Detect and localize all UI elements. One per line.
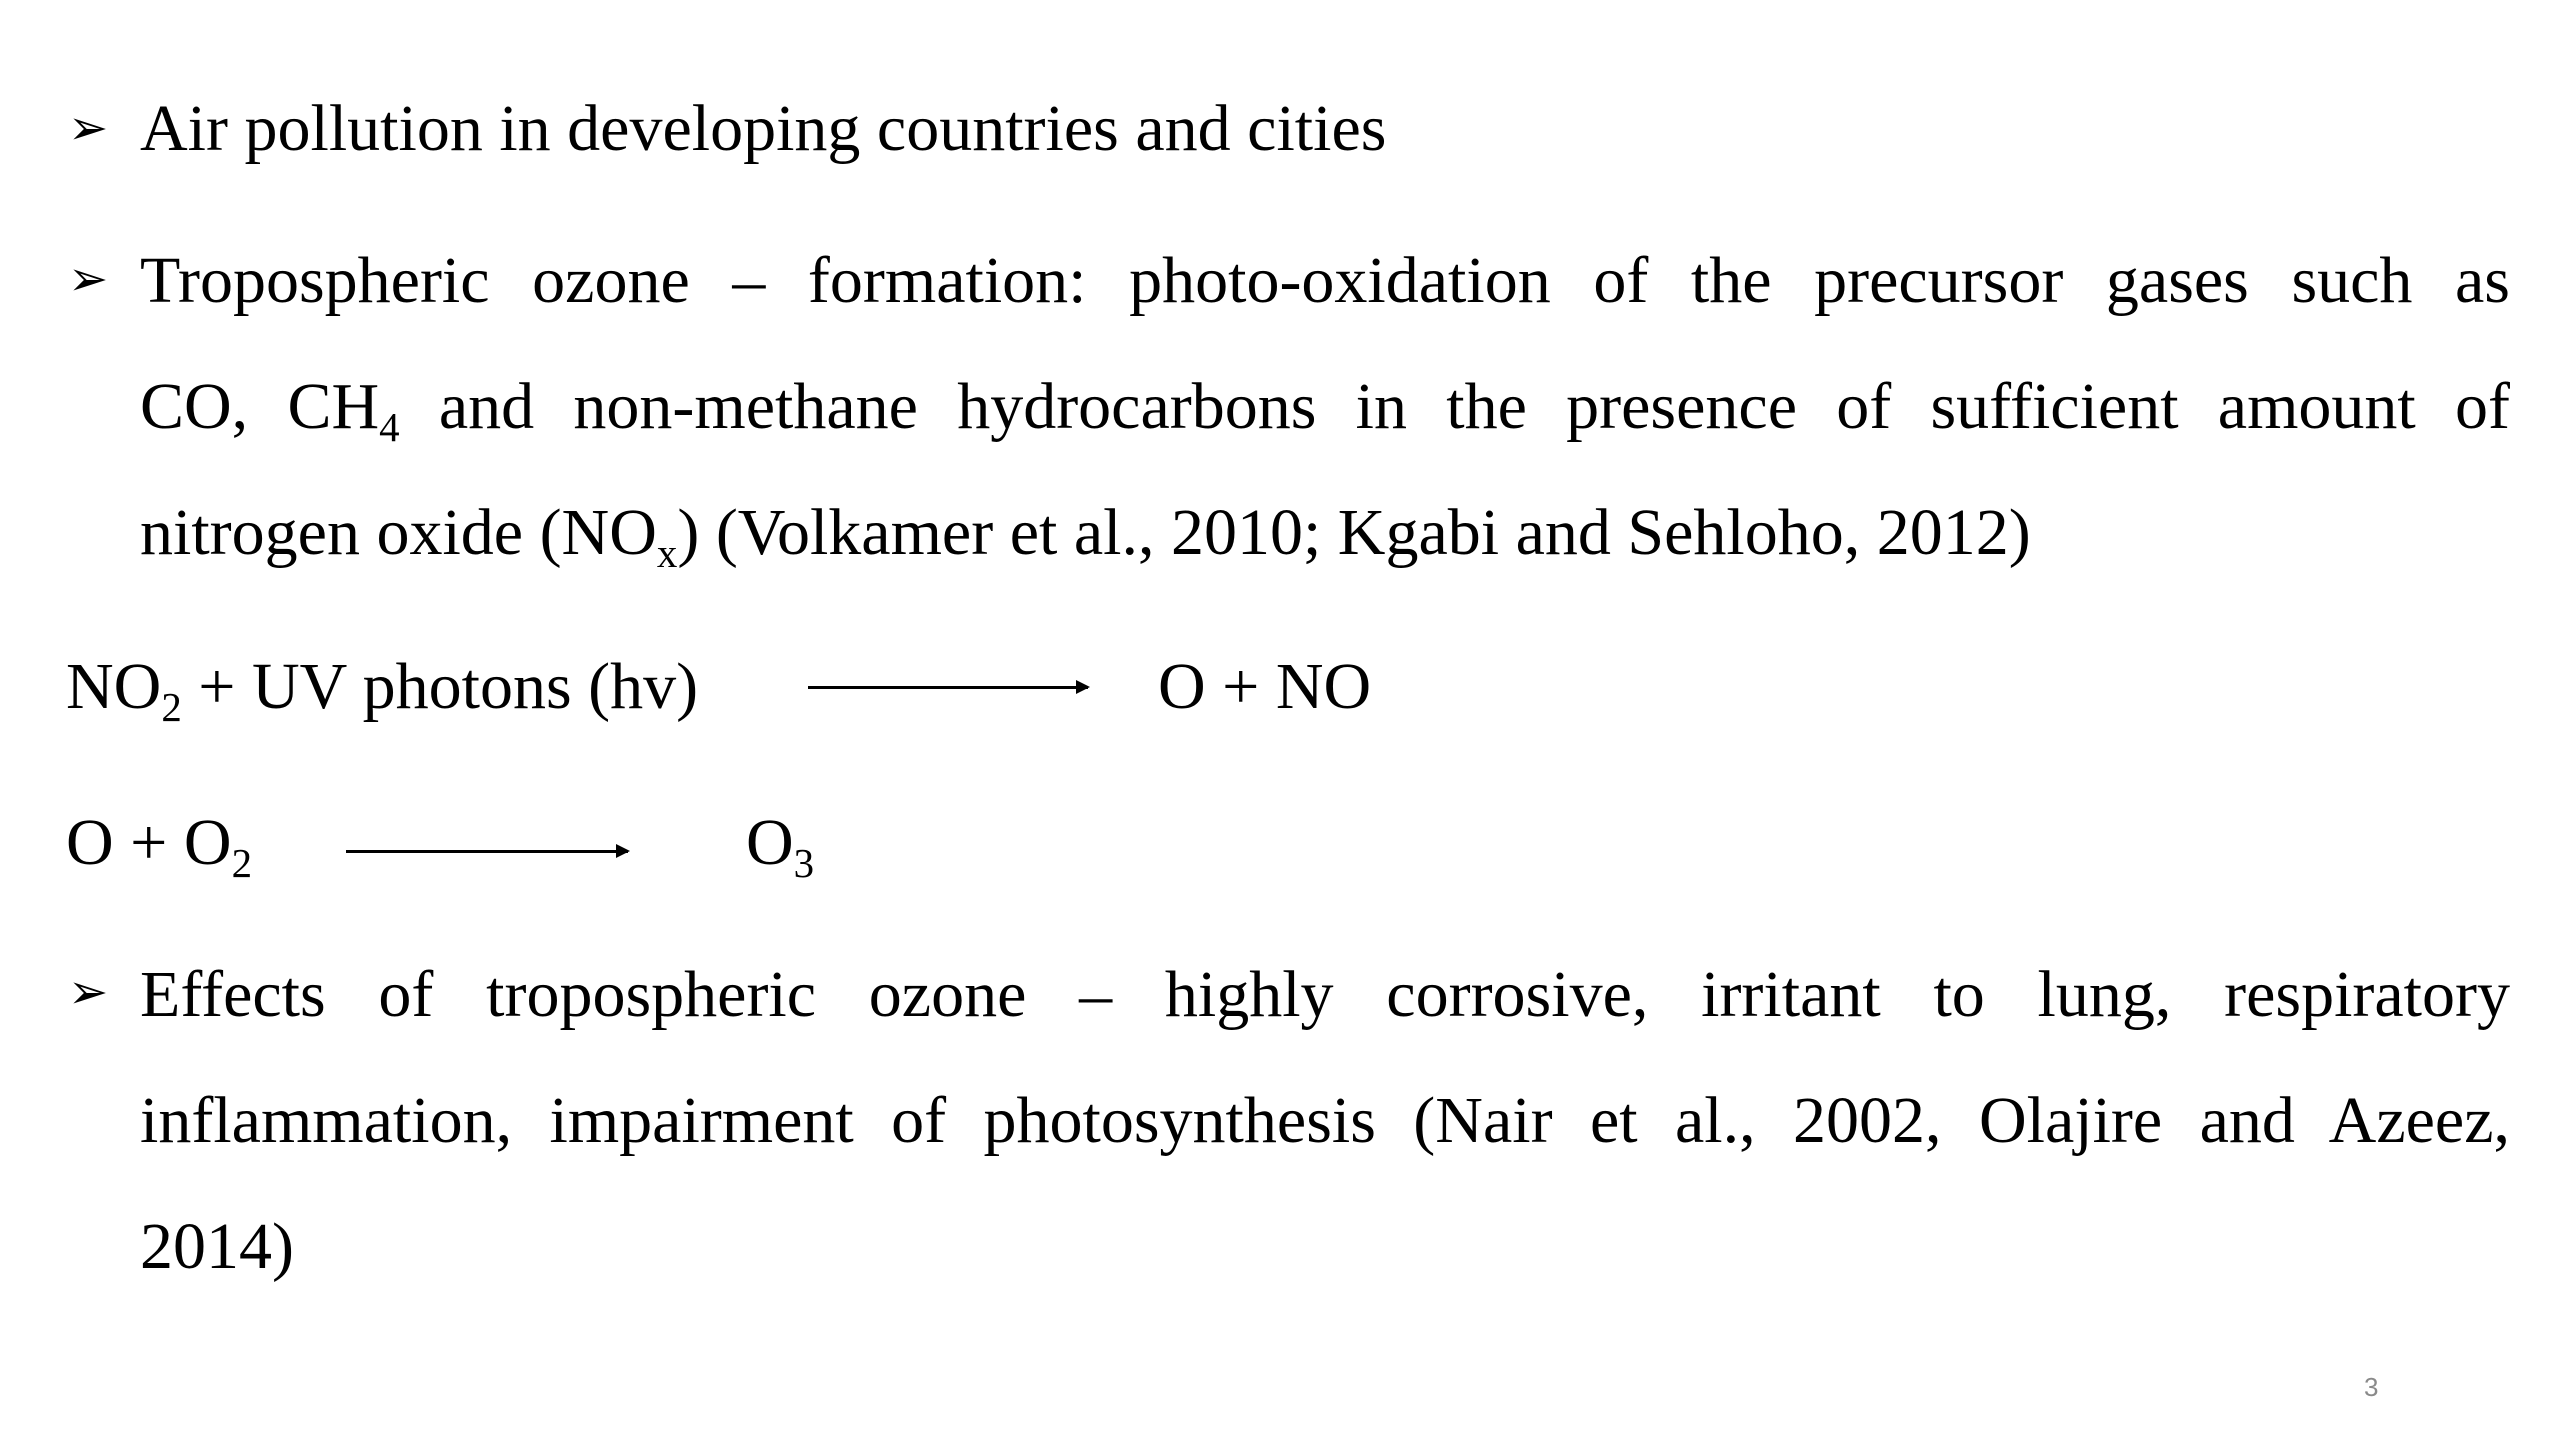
bullet-arrow-icon: ➢ xyxy=(68,251,109,307)
page-number: 3 xyxy=(2364,1372,2379,1402)
text-nitrogen-oxide: nitrogen oxide (NO xyxy=(140,496,657,569)
bullet-arrow-icon: ➢ xyxy=(68,964,109,1020)
formula-no: NO xyxy=(66,650,162,723)
text-co-ch: CO, CH xyxy=(140,370,380,443)
reaction-1-lhs xyxy=(66,650,699,731)
bullet-2-line-2 xyxy=(140,370,2511,451)
text-citation: ) (Volkamer et al., 2010; Kgabi and Sehloho, 2012) xyxy=(677,496,2031,569)
subscript: 4 xyxy=(379,405,400,451)
bullet-1-text: Air pollution in developing countries and cities xyxy=(140,92,1387,165)
formula-o: O xyxy=(746,806,794,879)
reaction-2-lhs xyxy=(66,806,253,887)
reaction-arrow-icon xyxy=(346,850,628,853)
bullet-2-line-3 xyxy=(140,496,2031,577)
subscript: 3 xyxy=(793,841,815,887)
bullet-arrow-icon: ➢ xyxy=(68,100,109,156)
bullet-2-line-1: Tropospheric ozone – formation: photo-oxidation of the precursor gases such as xyxy=(140,244,2510,317)
bullet-3-line-1: Effects of tropospheric ozone – highly corrosive, irritant to lung, respiratory xyxy=(140,958,2510,1031)
reaction-2-rhs xyxy=(746,806,815,887)
bullet-3-line-2: inflammation, impairment of photosynthesis (Nair et al., 2002, Olajire and Azeez, xyxy=(140,1084,2510,1157)
subscript: 2 xyxy=(161,685,182,731)
bullet-3-line-3: 2014) xyxy=(140,1210,294,1283)
formula-o-o: O + O xyxy=(66,806,232,879)
reaction-1-rhs: O + NO xyxy=(1158,650,1372,723)
reaction-arrow-icon xyxy=(808,686,1088,689)
subscript: x xyxy=(656,531,678,577)
subscript: 2 xyxy=(231,841,253,887)
text-uv-photons: + UV photons (hv) xyxy=(181,650,699,723)
text-hydrocarbons: and non-methane hydrocarbons in the presence of sufficient amount of xyxy=(399,370,2511,443)
